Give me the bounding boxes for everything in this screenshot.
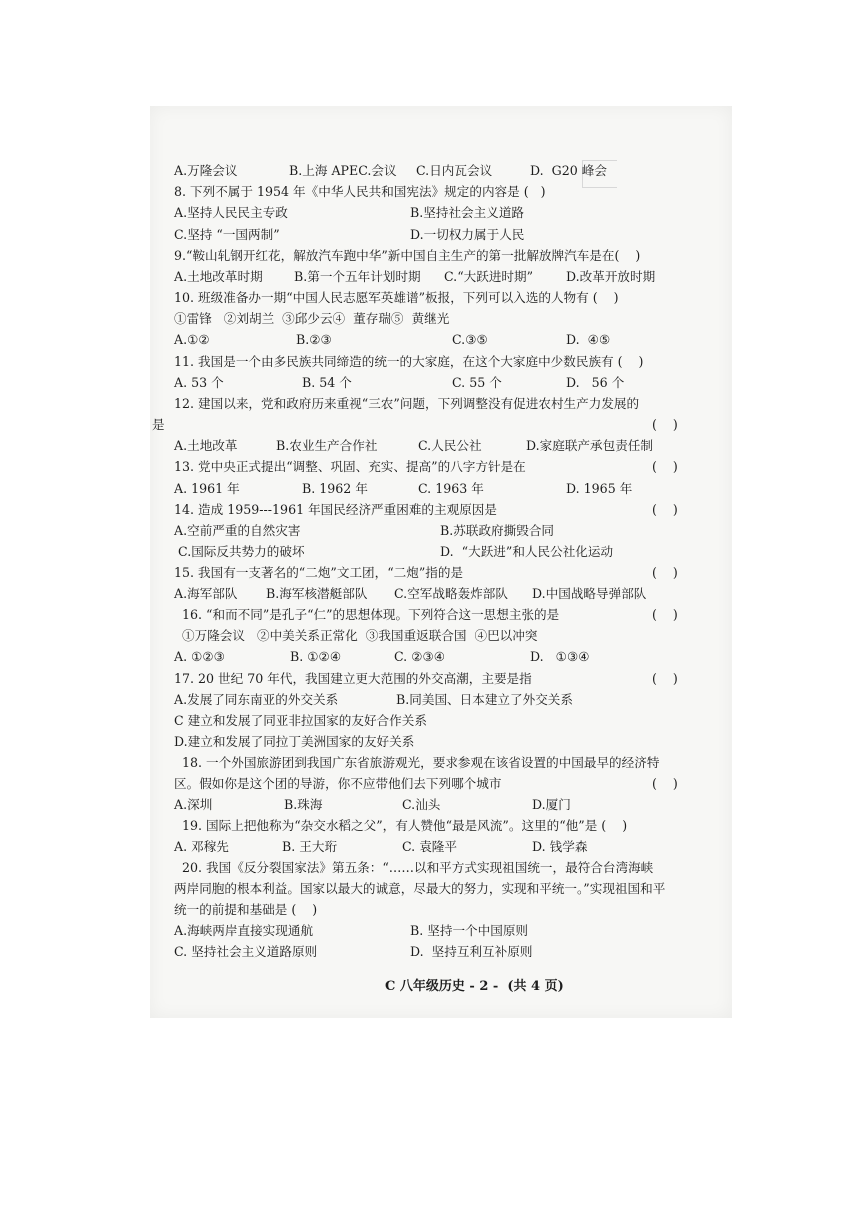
answer-option: B.苏联政府撕毁合同	[440, 523, 555, 538]
answer-option: B. 坚持一个中国原则	[410, 923, 529, 938]
answer-option: C.日内瓦会议	[416, 163, 493, 178]
answer-option: C.国际反共势力的破坏	[174, 544, 305, 559]
answer-bracket: ( )	[652, 565, 678, 580]
answer-option: B. 54 个	[302, 375, 352, 390]
answer-option: A.万隆会议	[174, 163, 238, 178]
answer-option: D. 坚持互利互补原则	[410, 944, 533, 959]
question-text: 19. 国际上把他称为“杂交水稻之父”，有人赞他“最是风流”。这里的“他”是 ( )	[174, 818, 628, 833]
answer-option: D. 1965 年	[566, 481, 633, 496]
question-text: 14. 造成 1959---1961 年国民经济严重困难的主观原因是	[174, 502, 497, 517]
answer-option: B.②③	[296, 332, 332, 347]
answer-bracket: ( )	[652, 776, 678, 791]
question-text: 区。假如你是这个团的导游，你不应带他们去下列哪个城市	[174, 776, 502, 791]
question-text: 12. 建国以来，党和政府历来重视“三农”问题，下列调整没有促进农村生产力发展的	[174, 396, 640, 411]
question-text: 18. 一个外国旅游团到我国广东省旅游观光，要求参观在该省设置的中国最早的经济特	[174, 755, 660, 770]
answer-option: C.“大跃进时期”	[444, 269, 534, 284]
answer-bracket: ( )	[652, 671, 678, 686]
answer-option: D. G20 峰会	[530, 163, 607, 178]
answer-option: B. 1962 年	[302, 481, 368, 496]
answer-option: D.改革开放时期	[566, 269, 656, 284]
answer-option: A.坚持人民民主专政	[174, 205, 288, 220]
question-text: 两岸同胞的根本利益。国家以最大的诚意，尽最大的努力，实现和平统一。”实现祖国和平	[174, 881, 666, 896]
answer-option: C.坚持 “一国两制”	[174, 227, 280, 242]
answer-option: A. 53 个	[174, 375, 224, 390]
answer-option: B. 王大珩	[282, 839, 338, 854]
answer-option: D.厦门	[532, 797, 571, 812]
answer-option: A.深圳	[174, 797, 213, 812]
answer-option: C.汕头	[402, 797, 441, 812]
answer-option: D. “大跃进”和人民公社化运动	[440, 544, 614, 559]
answer-option: A. ①②③	[174, 649, 225, 664]
answer-option: C.③⑤	[452, 332, 488, 347]
answer-option: D.家庭联产承包责任制	[526, 438, 653, 453]
answer-option: D. ①③④	[530, 649, 590, 664]
answer-option: C. 袁隆平	[402, 839, 457, 854]
question-text: C 建立和发展了同亚非拉国家的友好合作关系	[174, 713, 427, 728]
answer-option: C. 55 个	[452, 375, 502, 390]
answer-option: D.中国战略导弹部队	[532, 586, 647, 601]
answer-option: B.农业生产合作社	[276, 438, 378, 453]
page-footer: C 八年级历史 - 2 - (共 4 页)	[385, 979, 564, 994]
answer-bracket: ( )	[652, 502, 678, 517]
answer-option: B.同美国、日本建立了外交关系	[396, 692, 573, 707]
question-text: 13. 党中央正式提出“调整、巩固、充实、提高”的八字方针是在	[174, 459, 526, 474]
answer-option: C.空军战略轰炸部队	[394, 586, 508, 601]
answer-option: D. 56 个	[566, 375, 625, 390]
question-text: 8. 下列不属于 1954 年《中华人民共和国宪法》规定的内容是 ( )	[174, 184, 546, 199]
question-text: 16. “和而不同”是孔子“仁”的思想体现。下列符合这一思想主张的是	[174, 607, 560, 622]
question-text: 10. 班级准备办一期“中国人民志愿军英雄谱”板报，下列可以入选的人物有 ( )	[174, 290, 619, 305]
answer-option: D. 钱学森	[532, 839, 588, 854]
answer-option: B.坚持社会主义道路	[410, 205, 525, 220]
answer-option: B.上海 APEC.会议	[289, 163, 397, 178]
question-text: ①雷锋 ②刘胡兰 ③邱少云④ 董存瑞⑤ 黄继光	[174, 311, 450, 326]
answer-bracket: ( )	[652, 607, 678, 622]
question-text: 20. 我国《反分裂国家法》第五条：“……以和平方式实现祖国统一，最符合台湾海峡	[174, 860, 654, 875]
answer-option: A.海军部队	[174, 586, 238, 601]
answer-option: B. ①②④	[290, 649, 342, 664]
question-text: 11. 我国是一个由多民族共同缔造的统一的大家庭，在这个大家庭中少数民族有 ( )	[174, 354, 644, 369]
answer-bracket: ( )	[652, 417, 678, 432]
question-text: 是	[152, 417, 165, 432]
answer-option: A. 1961 年	[174, 481, 240, 496]
question-text: 9.“鞍山轧钢开红花，解放汽车跑中华”新中国自主生产的第一批解放牌汽车是在( )	[174, 248, 641, 263]
question-text: 17. 20 世纪 70 年代，我国建立更大范围的外交高潮，主要是指	[174, 671, 532, 686]
answer-option: C. 坚持社会主义道路原则	[174, 944, 318, 959]
answer-bracket: ( )	[652, 459, 678, 474]
answer-option: B.第一个五年计划时期	[294, 269, 421, 284]
answer-option: D. ④⑤	[566, 332, 611, 347]
question-text: D.建立和发展了同拉丁美洲国家的友好关系	[174, 734, 415, 749]
answer-option: A.土地改革	[174, 438, 238, 453]
answer-option: A.海峡两岸直接实现通航	[174, 923, 314, 938]
answer-option: A.空前严重的自然灾害	[174, 523, 301, 538]
answer-option: C. ②③④	[394, 649, 446, 664]
answer-option: C. 1963 年	[418, 481, 484, 496]
answer-option: B.珠海	[284, 797, 323, 812]
answer-option: C.人民公社	[418, 438, 482, 453]
answer-option: A.土地改革时期	[174, 269, 263, 284]
answer-option: B.海军核潜艇部队	[266, 586, 368, 601]
question-text: ①万隆会议 ②中美关系正常化 ③我国重返联合国 ④巴以冲突	[174, 628, 538, 643]
answer-option: D.一切权力属于人民	[410, 227, 525, 242]
answer-option: A. 邓稼先	[174, 839, 229, 854]
answer-option: A.发展了同东南亚的外交关系	[174, 692, 339, 707]
answer-option: A.①②	[174, 332, 210, 347]
question-text: 统一的前提和基础是 ( )	[174, 902, 318, 917]
question-text: 15. 我国有一支著名的“二炮”文工团，“二炮”指的是	[174, 565, 464, 580]
